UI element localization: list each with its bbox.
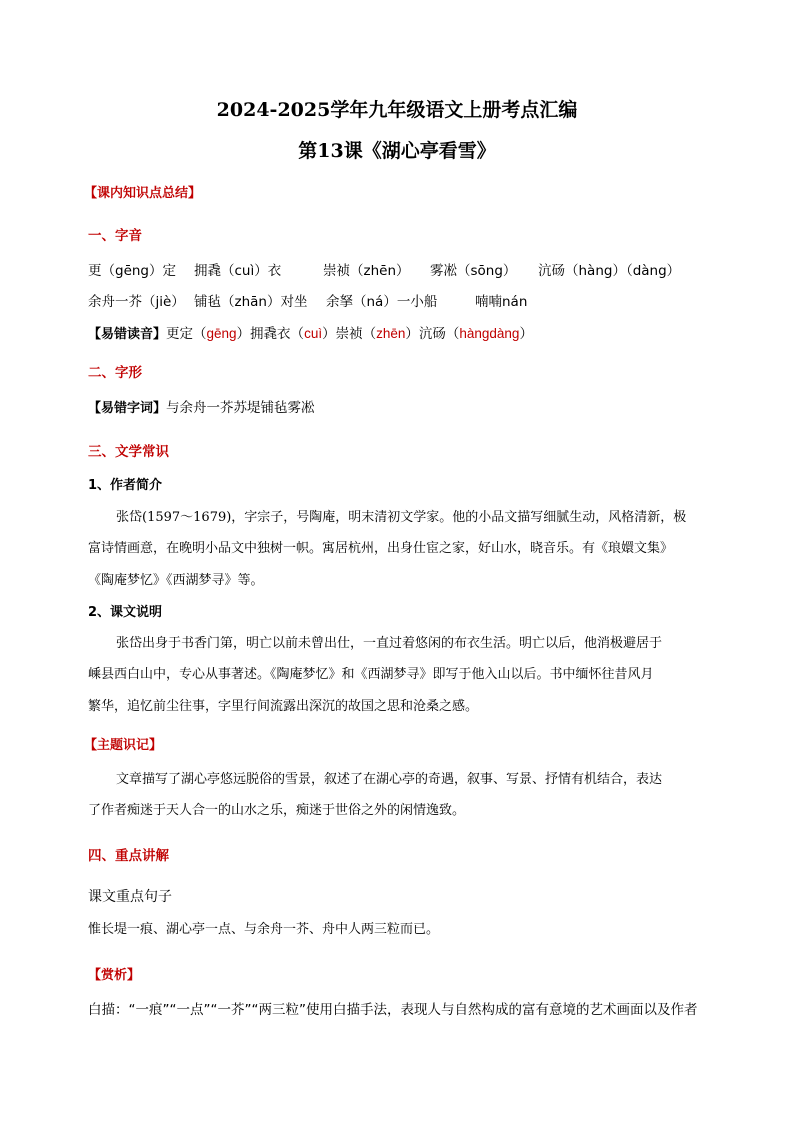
- theme-line: 文章描写了湖心亭悠远脱俗的雪景，叙述了在湖心亭的奇遇，叙事、写景、抒情有机结合，表达: [116, 772, 663, 787]
- key-sentence-heading: 课文重点句子: [88, 889, 172, 905]
- pronunciation-item: 拥毳（cuì）衣: [194, 263, 282, 279]
- author-intro-line: 富诗情画意，在晚明小品文中独树一帜。寓居杭州，出身仕宦之家，好山水，晓音乐。有《琅嬛文集》: [88, 541, 674, 556]
- easy-wrong-words-text: 与余舟一芥苏堤铺毡雾凇: [166, 400, 315, 416]
- section-heading-key-points: 四、重点讲解: [88, 848, 169, 864]
- ew-text: ）: [519, 326, 533, 342]
- easy-wrong-words-label: 【易错字词】: [88, 401, 167, 416]
- text-explanation-line: 嵊县西白山中，专心从事著述。《陶庵梦忆》和《西湖梦寻》即写于他入山以后。书中缅怀往昔风月: [88, 667, 654, 682]
- theme-label: 【主题识记】: [84, 738, 163, 753]
- section-heading-literature: 三、文学常识: [88, 444, 169, 460]
- easy-wrong-start: 更定（: [166, 326, 207, 342]
- theme-line: 了作者痴迷于天人合一的山水之乐，痴迷于世俗之外的闲情逸致。: [88, 803, 466, 818]
- summary-tag: 【课内知识点总结】: [84, 186, 202, 201]
- pronunciation-item: 雾凇（sōng）: [430, 263, 517, 279]
- pinyin-red: hàngdàng: [459, 326, 520, 341]
- pronunciation-item: 更（gēng）定: [88, 263, 177, 279]
- pronunciation-item: 沆砀（hàng）（dàng）: [538, 263, 681, 279]
- text-explanation-heading: 2、课文说明: [88, 605, 163, 620]
- document-title: 2024-2025学年九年级语文上册考点汇编: [216, 99, 578, 121]
- section-heading-glyph: 二、字形: [88, 365, 142, 381]
- pinyin-red: cuì: [304, 326, 323, 341]
- easy-wrong-pronunciation: [88, 322, 533, 342]
- ew-text: ）拥毳衣（: [236, 326, 305, 342]
- text-explanation-line: 张岱出身于书香门第，明亡以前未曾出仕，一直过着悠闲的布衣生活。明亡以后，他消极避居于: [116, 636, 663, 651]
- pronunciation-item: 崇祯（zhēn）: [323, 263, 410, 279]
- section-heading-pronunciation: 一、字音: [88, 228, 142, 244]
- appreciation-text: 白描：“一痕”“一点”“一芥”“两三粒”使用白描手法，表现人与自然构成的富有意境的艺术画面以及作者: [88, 1002, 698, 1018]
- pronunciation-item: 喃喃nán: [475, 294, 528, 310]
- lesson-title: 第13课《湖心亭看雪》: [298, 140, 496, 162]
- pinyin-red: gēng: [206, 326, 237, 341]
- author-intro-line: 张岱(1597～1679)，字宗子，号陶庵，明末清初文学家。他的小品文描写细腻生动，风格清新，极: [116, 510, 687, 525]
- key-sentence: 惟长堤一痕、湖心亭一点、与余舟一芥、舟中人两三粒而已。: [88, 922, 440, 937]
- pronunciation-item: 铺毡（zhān）对坐: [194, 294, 308, 310]
- appreciation-label: 【赏析】: [88, 968, 141, 983]
- ew-text: ）沆砀（: [405, 326, 460, 342]
- easy-wrong-words: [88, 396, 315, 416]
- author-intro-line: 《陶庵梦忆》《西湖梦寻》等。: [88, 573, 264, 588]
- pronunciation-item: 余舟一芥（jiè）: [88, 294, 185, 310]
- text-explanation-line: 繁华，追忆前尘往事，字里行间流露出深沉的故国之思和沧桑之感。: [88, 699, 479, 714]
- author-intro-heading: 1、作者简介: [88, 478, 163, 493]
- pinyin-red: zhēn: [376, 326, 406, 341]
- ew-text: ）崇祯（: [322, 326, 377, 342]
- easy-wrong-label: 【易错读音】: [88, 327, 167, 342]
- pronunciation-item: 余拏（ná）一小船: [326, 294, 438, 310]
